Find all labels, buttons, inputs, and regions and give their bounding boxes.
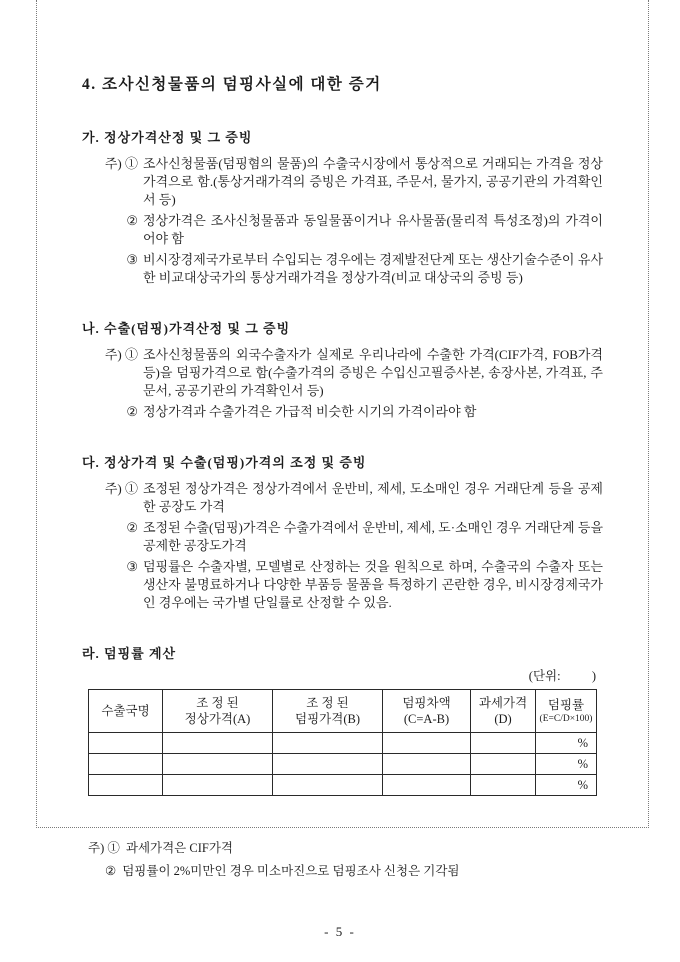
section-export-price <box>82 320 603 421</box>
dumping-rate-table <box>88 689 597 796</box>
table-row <box>89 754 597 775</box>
list-item <box>96 346 603 400</box>
note-text: 과세가격은 CIF가격 <box>125 841 233 855</box>
dumping-rate-table-area <box>88 668 596 796</box>
cell-customs-value <box>471 754 536 775</box>
header-text: (C=A-B) <box>403 712 450 726</box>
cell-adjusted-dumping-price <box>273 754 383 775</box>
list-item <box>96 519 603 555</box>
content-frame <box>36 0 649 828</box>
section-heading-ga: 가. 정상가격산정 및 그 증빙 <box>82 130 253 145</box>
cell-adjusted-dumping-price <box>273 775 383 796</box>
header-text: (E=C/D×100) <box>539 713 593 724</box>
item-text: 조사신청물품의 외국수출자가 실제로 우리나라에 수출한 가격(CIF가격, FOB가격 등)을 덤핑가격으로 함(수출가격의 증빙은 수입신고필증사본, 송장사본, 가격표, 주문서, 공공기관의 가격확인서 등) <box>143 347 603 398</box>
item-marker: ② <box>126 520 138 535</box>
col-header-customs-value <box>471 690 536 733</box>
header-text: 정상가격(A) <box>184 712 251 726</box>
cell-adjusted-normal-price <box>163 733 273 754</box>
section-items <box>96 155 603 287</box>
table-header-row <box>89 690 597 733</box>
item-text: 정상가격과 수출가격은 가급적 비슷한 시기의 가격이라야 함 <box>143 404 477 419</box>
section-heading-ra: 라. 덤핑률 계산 <box>82 646 177 661</box>
item-marker: 주) ① <box>104 156 138 171</box>
item-marker: ③ <box>126 252 138 267</box>
section-normal-price <box>82 129 603 287</box>
page-number: - 5 - <box>324 924 356 939</box>
list-item <box>96 480 603 516</box>
section-items <box>96 346 603 421</box>
header-text: (D) <box>494 712 512 726</box>
section-heading-na: 나. 수출(덤핑)가격산정 및 그 증빙 <box>82 321 291 336</box>
table-row <box>89 733 597 754</box>
header-text: 조 정 된 <box>306 696 349 710</box>
cell-dumping-rate: % <box>536 754 597 775</box>
note-marker: 주) ① <box>88 841 120 855</box>
header-text: 과세가격 <box>478 696 528 710</box>
col-header-country <box>89 690 163 733</box>
item-text: 정상가격은 조사신청물품과 동일물품이거나 유사물품(물리적 특성조정)의 가격이어야 함 <box>143 213 603 246</box>
cell-dumping-margin <box>383 733 471 754</box>
note-marker: ② <box>105 864 117 878</box>
footnote <box>105 863 460 880</box>
col-header-dumping-rate <box>536 690 597 733</box>
item-marker: ② <box>126 213 138 228</box>
section-heading-da: 다. 정상가격 및 수출(덤핑)가격의 조정 및 증빙 <box>82 455 367 470</box>
header-text: 덤핑가격(B) <box>295 712 360 726</box>
list-item <box>96 558 603 612</box>
header-text: 덤핑차액 <box>402 696 451 710</box>
note-text: 덤핑률이 2%미만인 경우 미소마진으로 덤핑조사 신청은 기각됨 <box>122 864 460 878</box>
col-header-adjusted-dumping-price <box>273 690 383 733</box>
list-item <box>96 251 603 287</box>
cell-customs-value <box>471 775 536 796</box>
document-title: 4. 조사신청물품의 덤핑사실에 대한 증거 <box>82 76 382 93</box>
header-text: 조 정 된 <box>196 696 239 710</box>
cell-adjusted-normal-price <box>163 775 273 796</box>
header-text: 덤핑률 <box>547 697 585 712</box>
item-text: 조정된 정상가격은 정상가격에서 운반비, 제세, 도소매인 경우 거래단계 등을 공제한 공장도 가격 <box>143 481 603 514</box>
item-marker: ② <box>126 404 138 419</box>
cell-dumping-rate: % <box>536 775 597 796</box>
unit-label: (단위: ) <box>528 669 596 683</box>
item-text: 덤핑률은 수출자별, 모델별로 산정하는 것을 원칙으로 하며, 수출국의 수출자 또는 생산자 불명료하거나 다양한 부품등 물품을 특정하기 곤란한 경우, 비시장경제국가인 경우에는 국가별 단일률로 산정할 수 있음. <box>143 559 603 610</box>
table-row <box>89 775 597 796</box>
cell-dumping-margin <box>383 775 471 796</box>
header-text: 수출국명 <box>101 704 150 718</box>
cell-dumping-rate: % <box>536 733 597 754</box>
item-text: 비시장경제국가로부터 수입되는 경우에는 경제발전단계 또는 생산기술수준이 유사한 비교대상국가의 통상거래가격을 정상가격(비교 대상국의 증빙 등) <box>143 252 603 285</box>
section-price-adjustment <box>82 454 603 612</box>
cell-country <box>89 733 163 754</box>
cell-adjusted-normal-price <box>163 754 273 775</box>
footnotes <box>88 840 460 880</box>
col-header-adjusted-normal-price <box>163 690 273 733</box>
list-item <box>96 155 603 209</box>
section-items <box>96 480 603 612</box>
list-item <box>96 403 603 421</box>
item-marker: 주) ① <box>104 481 138 496</box>
item-text: 조정된 수출(덤핑)가격은 수출가격에서 운반비, 제세, 도·소매인 경우 거래단계 등을 공제한 공장도가격 <box>143 520 603 553</box>
item-marker: 주) ① <box>104 347 138 362</box>
cell-dumping-margin <box>383 754 471 775</box>
item-text: 조사신청물품(덤핑혐의 물품)의 수출국시장에서 통상적으로 거래되는 가격을 정상가격으로 함.(통상거래가격의 증빙은 가격표, 주문서, 물가지, 공공기관의 가격확인서 등) <box>143 156 603 207</box>
list-item <box>96 212 603 248</box>
cell-country <box>89 775 163 796</box>
footnote <box>88 840 460 857</box>
section-dumping-rate-calc <box>82 645 603 796</box>
cell-country <box>89 754 163 775</box>
cell-adjusted-dumping-price <box>273 733 383 754</box>
cell-customs-value <box>471 733 536 754</box>
col-header-dumping-margin <box>383 690 471 733</box>
item-marker: ③ <box>126 559 138 574</box>
